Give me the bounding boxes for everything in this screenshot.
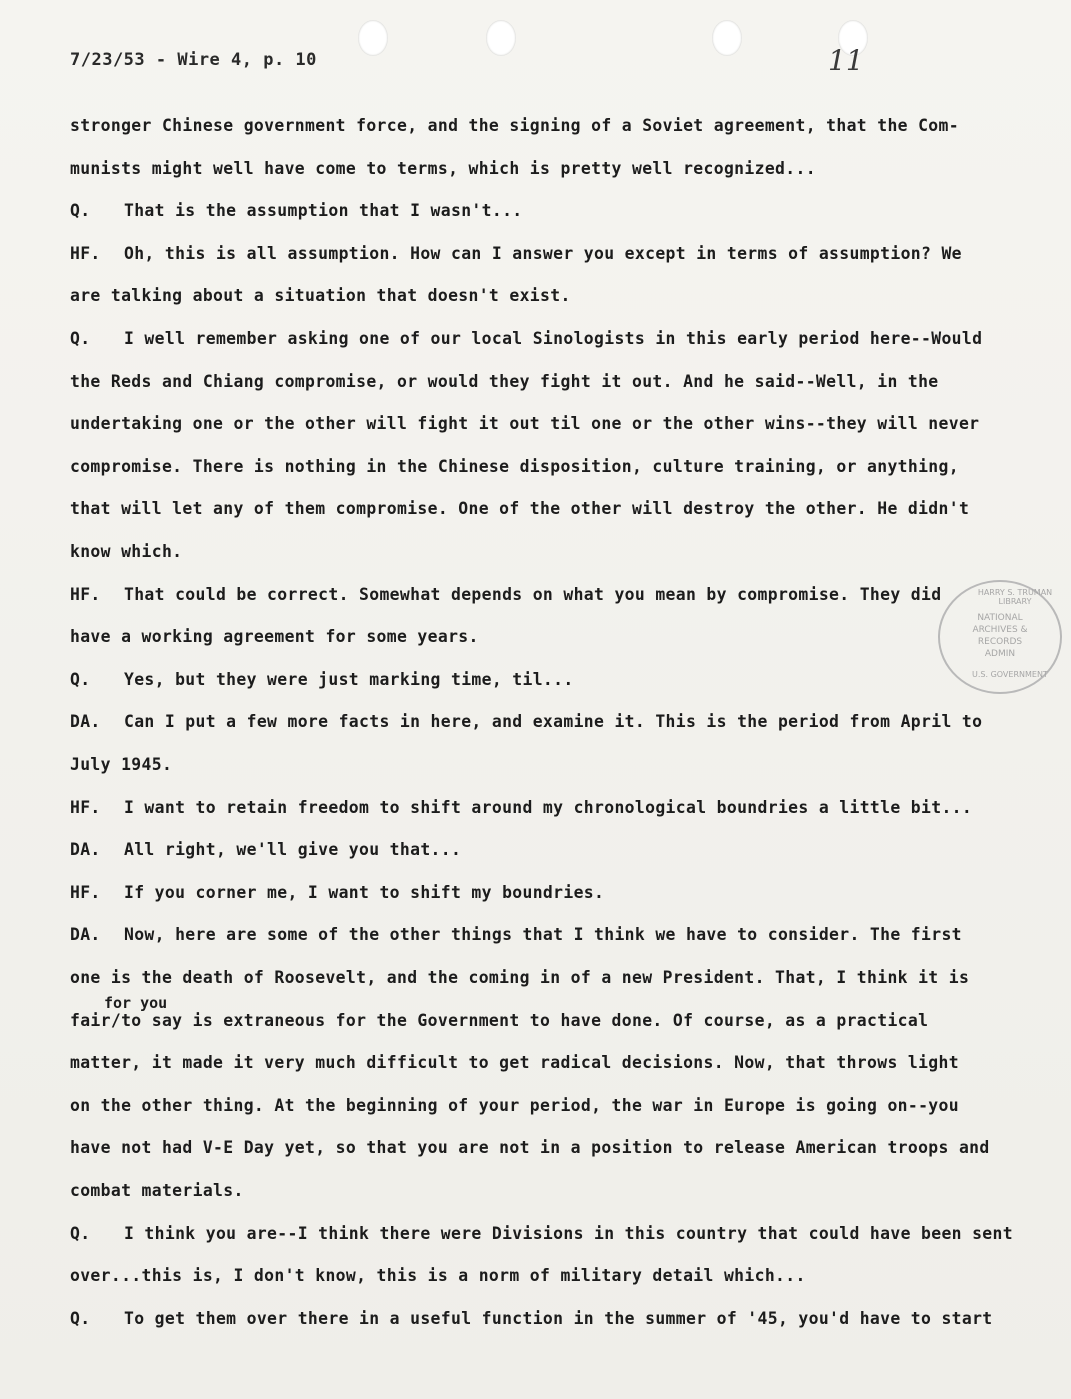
line-text: fair/to say is extraneous for the Government to have done. Of course, as a practical [70, 1010, 929, 1030]
line-text: have not had V-E Day yet, so that you are not in a position to release American troops and [70, 1138, 990, 1158]
transcript-line [70, 712, 982, 731]
transcript-line [70, 414, 979, 433]
punch-hole [712, 20, 742, 56]
transcript-line [70, 201, 523, 220]
speaker-label: HF. [70, 882, 101, 902]
line-text: To get them over there in a useful function in the summer of '45, you'd have to start [124, 1308, 993, 1328]
speaker-label: DA. [70, 712, 101, 732]
transcript-line [70, 159, 816, 178]
handwritten-page-number: 11 [828, 44, 864, 77]
line-text: undertaking one or the other will fight it out til one or the other wins--they will never [70, 414, 980, 434]
transcript-line [70, 883, 604, 902]
speaker-label: HF. [70, 584, 101, 604]
line-text: That is the assumption that I wasn't... [124, 201, 523, 221]
transcript-line [70, 585, 941, 604]
speaker-label: Q. [70, 329, 91, 348]
transcript-line [70, 627, 479, 646]
line-text: July 1945. [70, 755, 173, 774]
transcript-line [70, 244, 962, 263]
line-text: are talking about a situation that doesn't exist. [70, 286, 571, 306]
line-text: combat materials. [70, 1181, 244, 1200]
stamp-arc-top: HARRY S. TRUMAN LIBRARY [977, 588, 1053, 606]
line-text: know which. [70, 542, 183, 561]
transcript-line [70, 925, 962, 944]
speaker-label: Q. [70, 201, 91, 221]
transcript-line [70, 542, 182, 561]
transcript-line [70, 968, 969, 987]
transcript-line [70, 372, 939, 391]
speaker-label: DA. [70, 840, 101, 860]
stamp-text: NATIONAL ARCHIVES & RECORDS ADMIN [972, 613, 1028, 659]
transcript-line [70, 840, 461, 859]
transcript-line [70, 755, 172, 774]
speaker-label: Q. [70, 669, 91, 689]
line-text: I think you are--I think there were Divisions in this country that could have been sent [124, 1223, 1013, 1243]
stamp-arc-bottom: U.S. GOVERNMENT [972, 670, 1048, 679]
transcript-line [70, 798, 972, 817]
line-text: Now, here are some of the other things that I think we have to consider. The first [124, 925, 962, 945]
line-text: one is the death of Roosevelt, and the coming in of a new President. That, I think it is [70, 968, 970, 987]
speaker-label: HF. [70, 243, 101, 263]
speaker-label: Q. [70, 1308, 91, 1328]
line-text: that will let any of them compromise. One of the other will destroy the other. He didn't [70, 499, 970, 519]
line-text: I want to retain freedom to shift around my chronological boundries a little bit... [124, 797, 973, 817]
line-text: Can I put a few more facts in here, and examine it. This is the period from April to [124, 712, 983, 732]
handwritten-insertion: for you [104, 994, 168, 1012]
line-text: over...this is, I don't know, this is a norm of military detail which... [70, 1266, 806, 1286]
speaker-label: DA. [70, 925, 101, 945]
line-text: compromise. There is nothing in the Chinese disposition, culture training, or anything, [70, 456, 959, 476]
transcript-line [70, 1181, 244, 1200]
transcript-line [70, 329, 982, 348]
transcript-line [70, 1011, 928, 1030]
line-text: have a working agreement for some years. [70, 627, 479, 647]
line-text: Oh, this is all assumption. How can I answer you except in terms of assumption? We [124, 243, 962, 263]
transcript-line [70, 1138, 990, 1157]
line-text: on the other thing. At the beginning of your period, the war in Europe is going on--you [70, 1095, 959, 1115]
punch-hole [358, 20, 388, 56]
transcript-line [70, 670, 574, 689]
line-text: If you corner me, I want to shift my boundries. [124, 882, 605, 902]
line-text: the Reds and Chiang compromise, or would they fight it out. And he said--Well, in the [70, 371, 939, 391]
page-header: 7/23/53 - Wire 4, p. 10 [70, 50, 317, 70]
archive-stamp [938, 580, 1062, 694]
line-text: That could be correct. Somewhat depends on what you mean by compromise. They did [124, 584, 942, 604]
transcript-line [70, 457, 959, 476]
line-text: All right, we'll give you that... [124, 840, 462, 860]
transcript-line [70, 116, 959, 135]
transcript-line [70, 1224, 1013, 1243]
speaker-label: HF. [70, 797, 101, 817]
speaker-label: Q. [70, 1223, 91, 1243]
line-text: I well remember asking one of our local Sinologists in this early period here--Would [124, 329, 983, 348]
transcript-line [70, 1096, 959, 1115]
line-text: Yes, but they were just marking time, til... [124, 669, 574, 689]
line-text: matter, it made it very much difficult to get radical decisions. Now, that throws light [70, 1053, 959, 1073]
transcript-line [70, 1053, 959, 1072]
line-text: stronger Chinese government force, and the signing of a Soviet agreement, that the Com- [70, 116, 959, 135]
line-text: munists might well have come to terms, which is pretty well recognized... [70, 158, 816, 178]
transcript-line [70, 499, 969, 518]
transcript-line [70, 286, 571, 305]
transcript-line [70, 1266, 806, 1285]
punch-hole [486, 20, 516, 56]
transcript-line [70, 1309, 993, 1328]
